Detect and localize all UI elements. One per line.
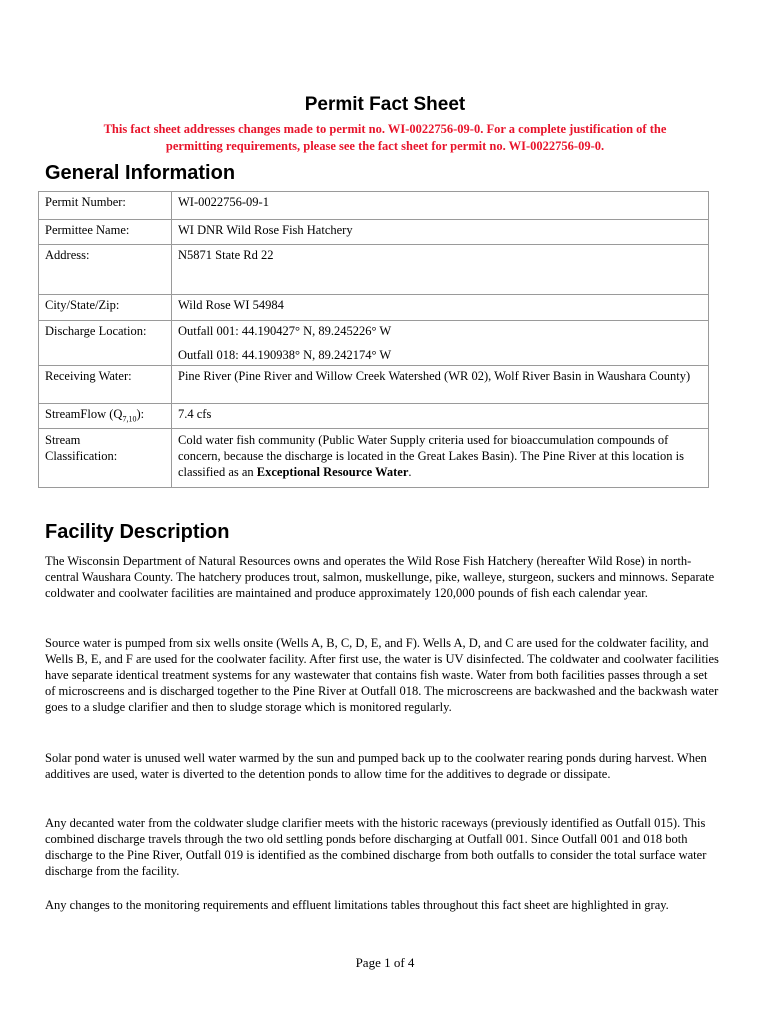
row-label: Permit Number: xyxy=(39,192,172,220)
page-number: Page 1 of 4 xyxy=(355,955,415,970)
paragraph-text: Source water is pumped from six wells onsite (Wells A, B, C, D, E, and F). Wells A, D, and C are used for the coldwater facility, and Wells B, E, and F are used for the coolwater facility. After first use, the water is UV disinfected. The coldwater and coolwater facilities have separate identical treatment systems for any wastewater that contains fish waste. Water from both facilities passes through a set of microscreens and is discharged together to the Pine River at Outfall 018. The microscreens are backwashed and the backwash water goes to a sludge clarifier and then to sludge storage which is monitored regularly. xyxy=(45,636,719,714)
paragraph-text: The Wisconsin Department of Natural Resources owns and operates the Wild Rose Fish Hatchery (hereafter Wild Rose) in north-central Waushara County. The hatchery produces trout, salmon, muskellunge, pike, walleye, sturgeon, suckers and minnows. Separate coldwater and coolwater facilities are maintained and produce approximately 120,000 pounds of fish each calendar year. xyxy=(45,554,715,600)
paragraph-text: Any decanted water from the coldwater sludge clarifier meets with the historic raceways (previously identified as Outfall 015). This combined discharge travels through the two old settling ponds before discharging at Outfall 001. Since Outfall 001 and 018 both discharge to the Pine River, Outfall 019 is identified as the combined discharge from both outfalls to consider the total surface water discharge from the facility. xyxy=(45,816,707,878)
table-row xyxy=(39,192,709,220)
table-row xyxy=(39,321,709,366)
row-value: WI DNR Wild Rose Fish Hatchery xyxy=(172,220,709,245)
table-row xyxy=(39,404,709,429)
row-value: Pine River (Pine River and Willow Creek Watershed (WR 02), Wolf River Basin in Waushara County) xyxy=(172,366,709,404)
row-label: Permittee Name: xyxy=(39,220,172,245)
outfall-018-location: Outfall 018: 44.190938° N, 89.242174° W xyxy=(178,348,392,362)
row-label: City/State/Zip: xyxy=(39,295,172,321)
facility-paragraph-1 xyxy=(45,553,720,601)
row-value: Wild Rose WI 54984 xyxy=(172,295,709,321)
notice-line-1: This fact sheet addresses changes made to permit no. WI-0022756-09-0. For a complete justification of the xyxy=(103,122,667,136)
table-row xyxy=(39,295,709,321)
facility-paragraph-2 xyxy=(45,635,720,715)
red-notice xyxy=(55,121,715,154)
row-value xyxy=(172,321,709,366)
classification-text: Cold water fish community (Public Water Supply criteria used for bioaccumulation compounds of concern, because the discharge is located in the Great Lakes Basin). The Pine River at this location is classified as an xyxy=(178,433,684,479)
classification-bold: Exceptional Resource Water xyxy=(256,465,409,479)
classification-label-line-2: Classification: xyxy=(45,449,118,463)
row-label: Address: xyxy=(39,245,172,295)
streamflow-label-end: ): xyxy=(136,407,145,421)
row-value xyxy=(172,429,709,488)
facility-paragraph-5 xyxy=(45,897,720,913)
row-label: Discharge Location: xyxy=(39,321,172,366)
row-label xyxy=(39,429,172,488)
row-value: N5871 State Rd 22 xyxy=(172,245,709,295)
table-row xyxy=(39,245,709,295)
row-value: WI-0022756-09-1 xyxy=(172,192,709,220)
streamflow-subscript: 7,10 xyxy=(122,414,137,424)
general-information-table xyxy=(38,191,709,488)
table-row xyxy=(39,220,709,245)
paragraph-text: Solar pond water is unused well water warmed by the sun and pumped back up to the coolwater rearing ponds during harvest. When additives are used, water is diverted to the detention ponds to allow time for the additives to degrade or dissipate. xyxy=(45,751,707,781)
document-title: Permit Fact Sheet xyxy=(304,94,466,115)
row-label xyxy=(39,404,172,429)
general-information-heading: General Information xyxy=(45,162,236,184)
classification-end: . xyxy=(408,465,412,479)
row-value: 7.4 cfs xyxy=(172,404,709,429)
facility-paragraph-4 xyxy=(45,815,720,879)
row-label: Receiving Water: xyxy=(39,366,172,404)
notice-line-2: permitting requirements, please see the fact sheet for permit no. WI-0022756-09-0. xyxy=(165,138,605,153)
table-row xyxy=(39,429,709,488)
classification-label-line-1: Stream xyxy=(45,433,81,447)
table-row xyxy=(39,366,709,404)
streamflow-label: StreamFlow (Q xyxy=(45,407,123,421)
facility-description-heading: Facility Description xyxy=(45,521,230,543)
facility-paragraph-3 xyxy=(45,750,720,782)
outfall-001-location: Outfall 001: 44.190427° N, 89.245226° W xyxy=(178,324,392,338)
paragraph-text: Any changes to the monitoring requirements and effluent limitations tables throughout this fact sheet are highlighted in gray. xyxy=(45,898,669,912)
